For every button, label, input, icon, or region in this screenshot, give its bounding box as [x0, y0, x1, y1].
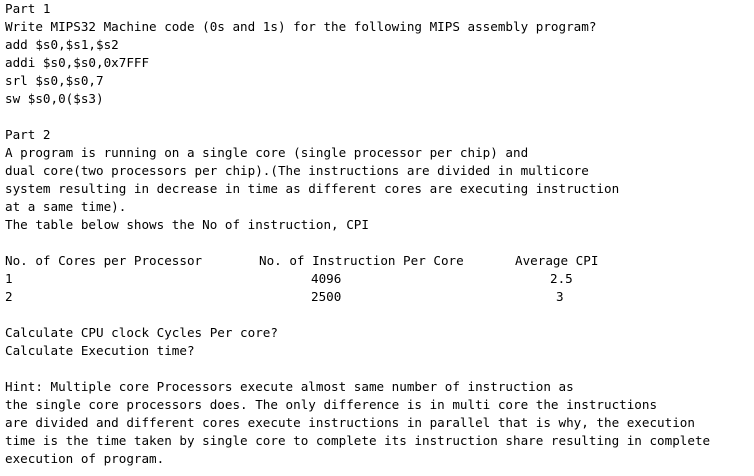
- code-line: sw $s0,0($s3): [5, 91, 104, 106]
- part1-heading: Part 1: [5, 1, 51, 16]
- table-header-row: [5, 252, 753, 270]
- hint-line: Hint: Multiple core Processors execute almost same number of instruction as: [5, 379, 574, 394]
- code-line: addi $s0,$s0,0x7FFF: [5, 55, 150, 70]
- table-cell-cpi: 2.5: [550, 271, 573, 286]
- table-row: [5, 288, 753, 306]
- part2-description-line: dual core(two processors per chip).(The instructions are divided in multicore: [5, 163, 589, 178]
- table-row: [5, 270, 753, 288]
- hint-line: execution of program.: [5, 451, 165, 466]
- table-cell-cores: 1: [5, 271, 13, 286]
- part2-heading: Part 2: [5, 127, 51, 142]
- document: [5, 0, 753, 468]
- code-line: add $s0,$s1,$s2: [5, 37, 119, 52]
- hint-line: time is the time taken by single core to complete its instruction share resulting in complete: [5, 433, 711, 448]
- table-cell-cores: 2: [5, 289, 13, 304]
- part2-description-line: at a same time).: [5, 199, 127, 214]
- table-header-cpi: Average CPI: [515, 253, 599, 268]
- hint-line: are divided and different cores execute instructions in parallel that is why, the execution: [5, 415, 695, 430]
- part2-description-line: A program is running on a single core (single processor per chip) and: [5, 145, 529, 160]
- question-line: Calculate Execution time?: [5, 343, 195, 358]
- spacer: [5, 306, 753, 324]
- spacer: [5, 234, 753, 252]
- table-cell-instructions: 2500: [311, 289, 342, 304]
- table-cell-instructions: 4096: [311, 271, 342, 286]
- spacer: [5, 108, 753, 126]
- part2-description-line: The table below shows the No of instruction, CPI: [5, 217, 369, 232]
- table-header-instructions: No. of Instruction Per Core: [259, 253, 464, 268]
- spacer: [5, 360, 753, 378]
- table-cell-cpi: 3: [556, 289, 564, 304]
- table-header-cores: No. of Cores per Processor: [5, 253, 203, 268]
- part2-description-line: system resulting in decrease in time as different cores are executing instruction: [5, 181, 620, 196]
- hint-line: the single core processors does. The only difference is in multi core the instructions: [5, 397, 658, 412]
- code-line: srl $s0,$s0,7: [5, 73, 104, 88]
- question-line: Calculate CPU clock Cycles Per core?: [5, 325, 278, 340]
- part1-question: Write MIPS32 Machine code (0s and 1s) for the following MIPS assembly program?: [5, 19, 597, 34]
